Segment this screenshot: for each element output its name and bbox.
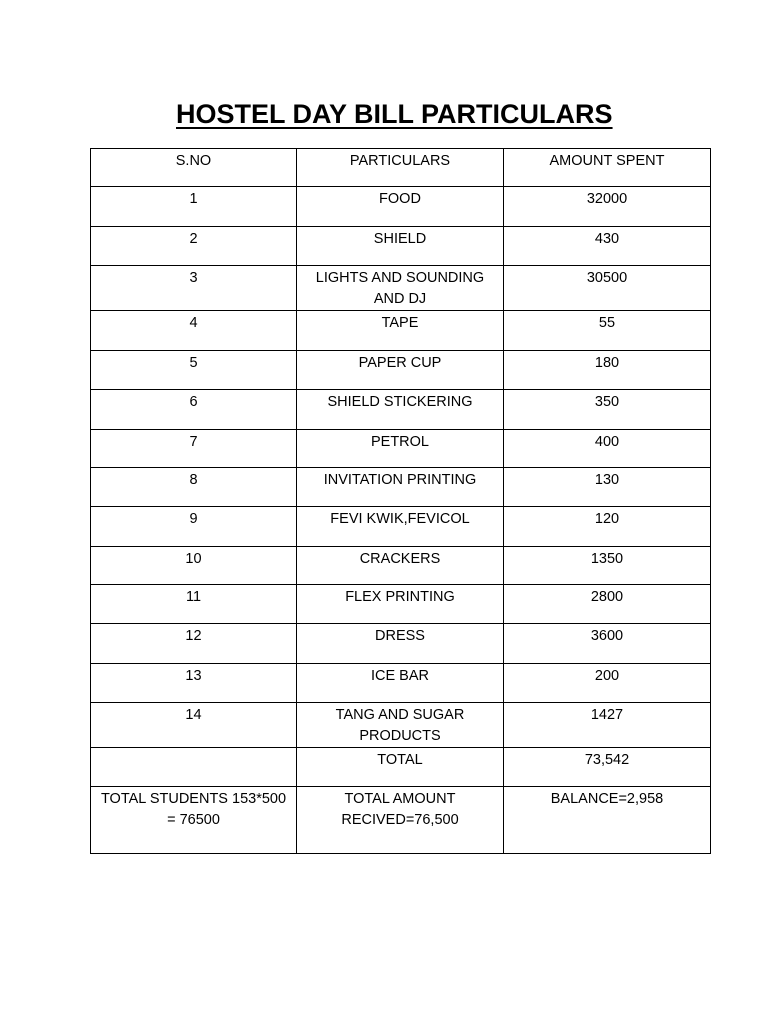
- row-particular-cell: SHIELD: [297, 227, 504, 266]
- table-row: [91, 311, 711, 351]
- row-particular-cell: FLEX PRINTING: [297, 585, 504, 624]
- row-particular-cell: DRESS: [297, 624, 504, 664]
- row-particular-cell: CRACKERS: [297, 547, 504, 585]
- row-particular-cell: INVITATION PRINTING: [297, 468, 504, 507]
- header-cell-sno: S.NO: [91, 149, 297, 187]
- total-empty-cell: [91, 748, 297, 787]
- row-sno-cell: 4: [91, 311, 297, 351]
- row-sno-cell: 1: [91, 187, 297, 227]
- table-row: [91, 703, 711, 748]
- table-row: [91, 664, 711, 703]
- row-particular-cell: TAPE: [297, 311, 504, 351]
- table-row: [91, 547, 711, 585]
- total-label-cell: TOTAL: [297, 748, 504, 787]
- row-particular-cell: PETROL: [297, 430, 504, 468]
- table-row: [91, 585, 711, 624]
- row-particular-cell: SHIELD STICKERING: [297, 390, 504, 430]
- row-amount-cell: 430: [504, 227, 711, 266]
- header-cell-amount: AMOUNT SPENT: [504, 149, 711, 187]
- row-particular-cell: ICE BAR: [297, 664, 504, 703]
- table-row: [91, 187, 711, 227]
- row-amount-cell: 30500: [504, 266, 711, 311]
- row-sno-cell: 2: [91, 227, 297, 266]
- page-title: HOSTEL DAY BILL PARTICULARS: [176, 99, 613, 129]
- row-amount-cell: 180: [504, 351, 711, 390]
- row-sno-cell: 7: [91, 430, 297, 468]
- total-row: [91, 748, 711, 787]
- table-row: [91, 266, 711, 311]
- summary-row: [91, 787, 711, 854]
- row-particular-cell: PAPER CUP: [297, 351, 504, 390]
- table-row: [91, 390, 711, 430]
- row-amount-cell: 1350: [504, 547, 711, 585]
- row-sno-cell: 6: [91, 390, 297, 430]
- row-sno-cell: 11: [91, 585, 297, 624]
- row-amount-cell: 1427: [504, 703, 711, 748]
- row-particular-cell: LIGHTS AND SOUNDING AND DJ: [297, 266, 504, 311]
- row-amount-cell: 200: [504, 664, 711, 703]
- bill-table-body: [91, 149, 711, 854]
- row-sno-cell: 10: [91, 547, 297, 585]
- table-row: [91, 227, 711, 266]
- row-particular-cell: FOOD: [297, 187, 504, 227]
- summary-balance-cell: BALANCE=2,958: [504, 787, 711, 854]
- table-row: [91, 351, 711, 390]
- total-amount-cell: 73,542: [504, 748, 711, 787]
- row-sno-cell: 13: [91, 664, 297, 703]
- row-sno-cell: 12: [91, 624, 297, 664]
- row-sno-cell: 8: [91, 468, 297, 507]
- row-amount-cell: 32000: [504, 187, 711, 227]
- row-sno-cell: 9: [91, 507, 297, 547]
- row-sno-cell: 5: [91, 351, 297, 390]
- row-amount-cell: 2800: [504, 585, 711, 624]
- table-row: [91, 468, 711, 507]
- row-amount-cell: 55: [504, 311, 711, 351]
- row-sno-cell: 3: [91, 266, 297, 311]
- row-sno-cell: 14: [91, 703, 297, 748]
- table-row: [91, 507, 711, 547]
- header-row: [91, 149, 711, 187]
- row-particular-cell: FEVI KWIK,FEVICOL: [297, 507, 504, 547]
- header-cell-particulars: PARTICULARS: [297, 149, 504, 187]
- summary-received-cell: TOTAL AMOUNT RECIVED=76,500: [297, 787, 504, 854]
- summary-students-cell: TOTAL STUDENTS 153*500 = 76500: [91, 787, 297, 854]
- row-amount-cell: 130: [504, 468, 711, 507]
- row-particular-cell: TANG AND SUGAR PRODUCTS: [297, 703, 504, 748]
- table-row: [91, 624, 711, 664]
- row-amount-cell: 400: [504, 430, 711, 468]
- row-amount-cell: 120: [504, 507, 711, 547]
- bill-table: [90, 148, 711, 854]
- row-amount-cell: 350: [504, 390, 711, 430]
- table-row: [91, 430, 711, 468]
- row-amount-cell: 3600: [504, 624, 711, 664]
